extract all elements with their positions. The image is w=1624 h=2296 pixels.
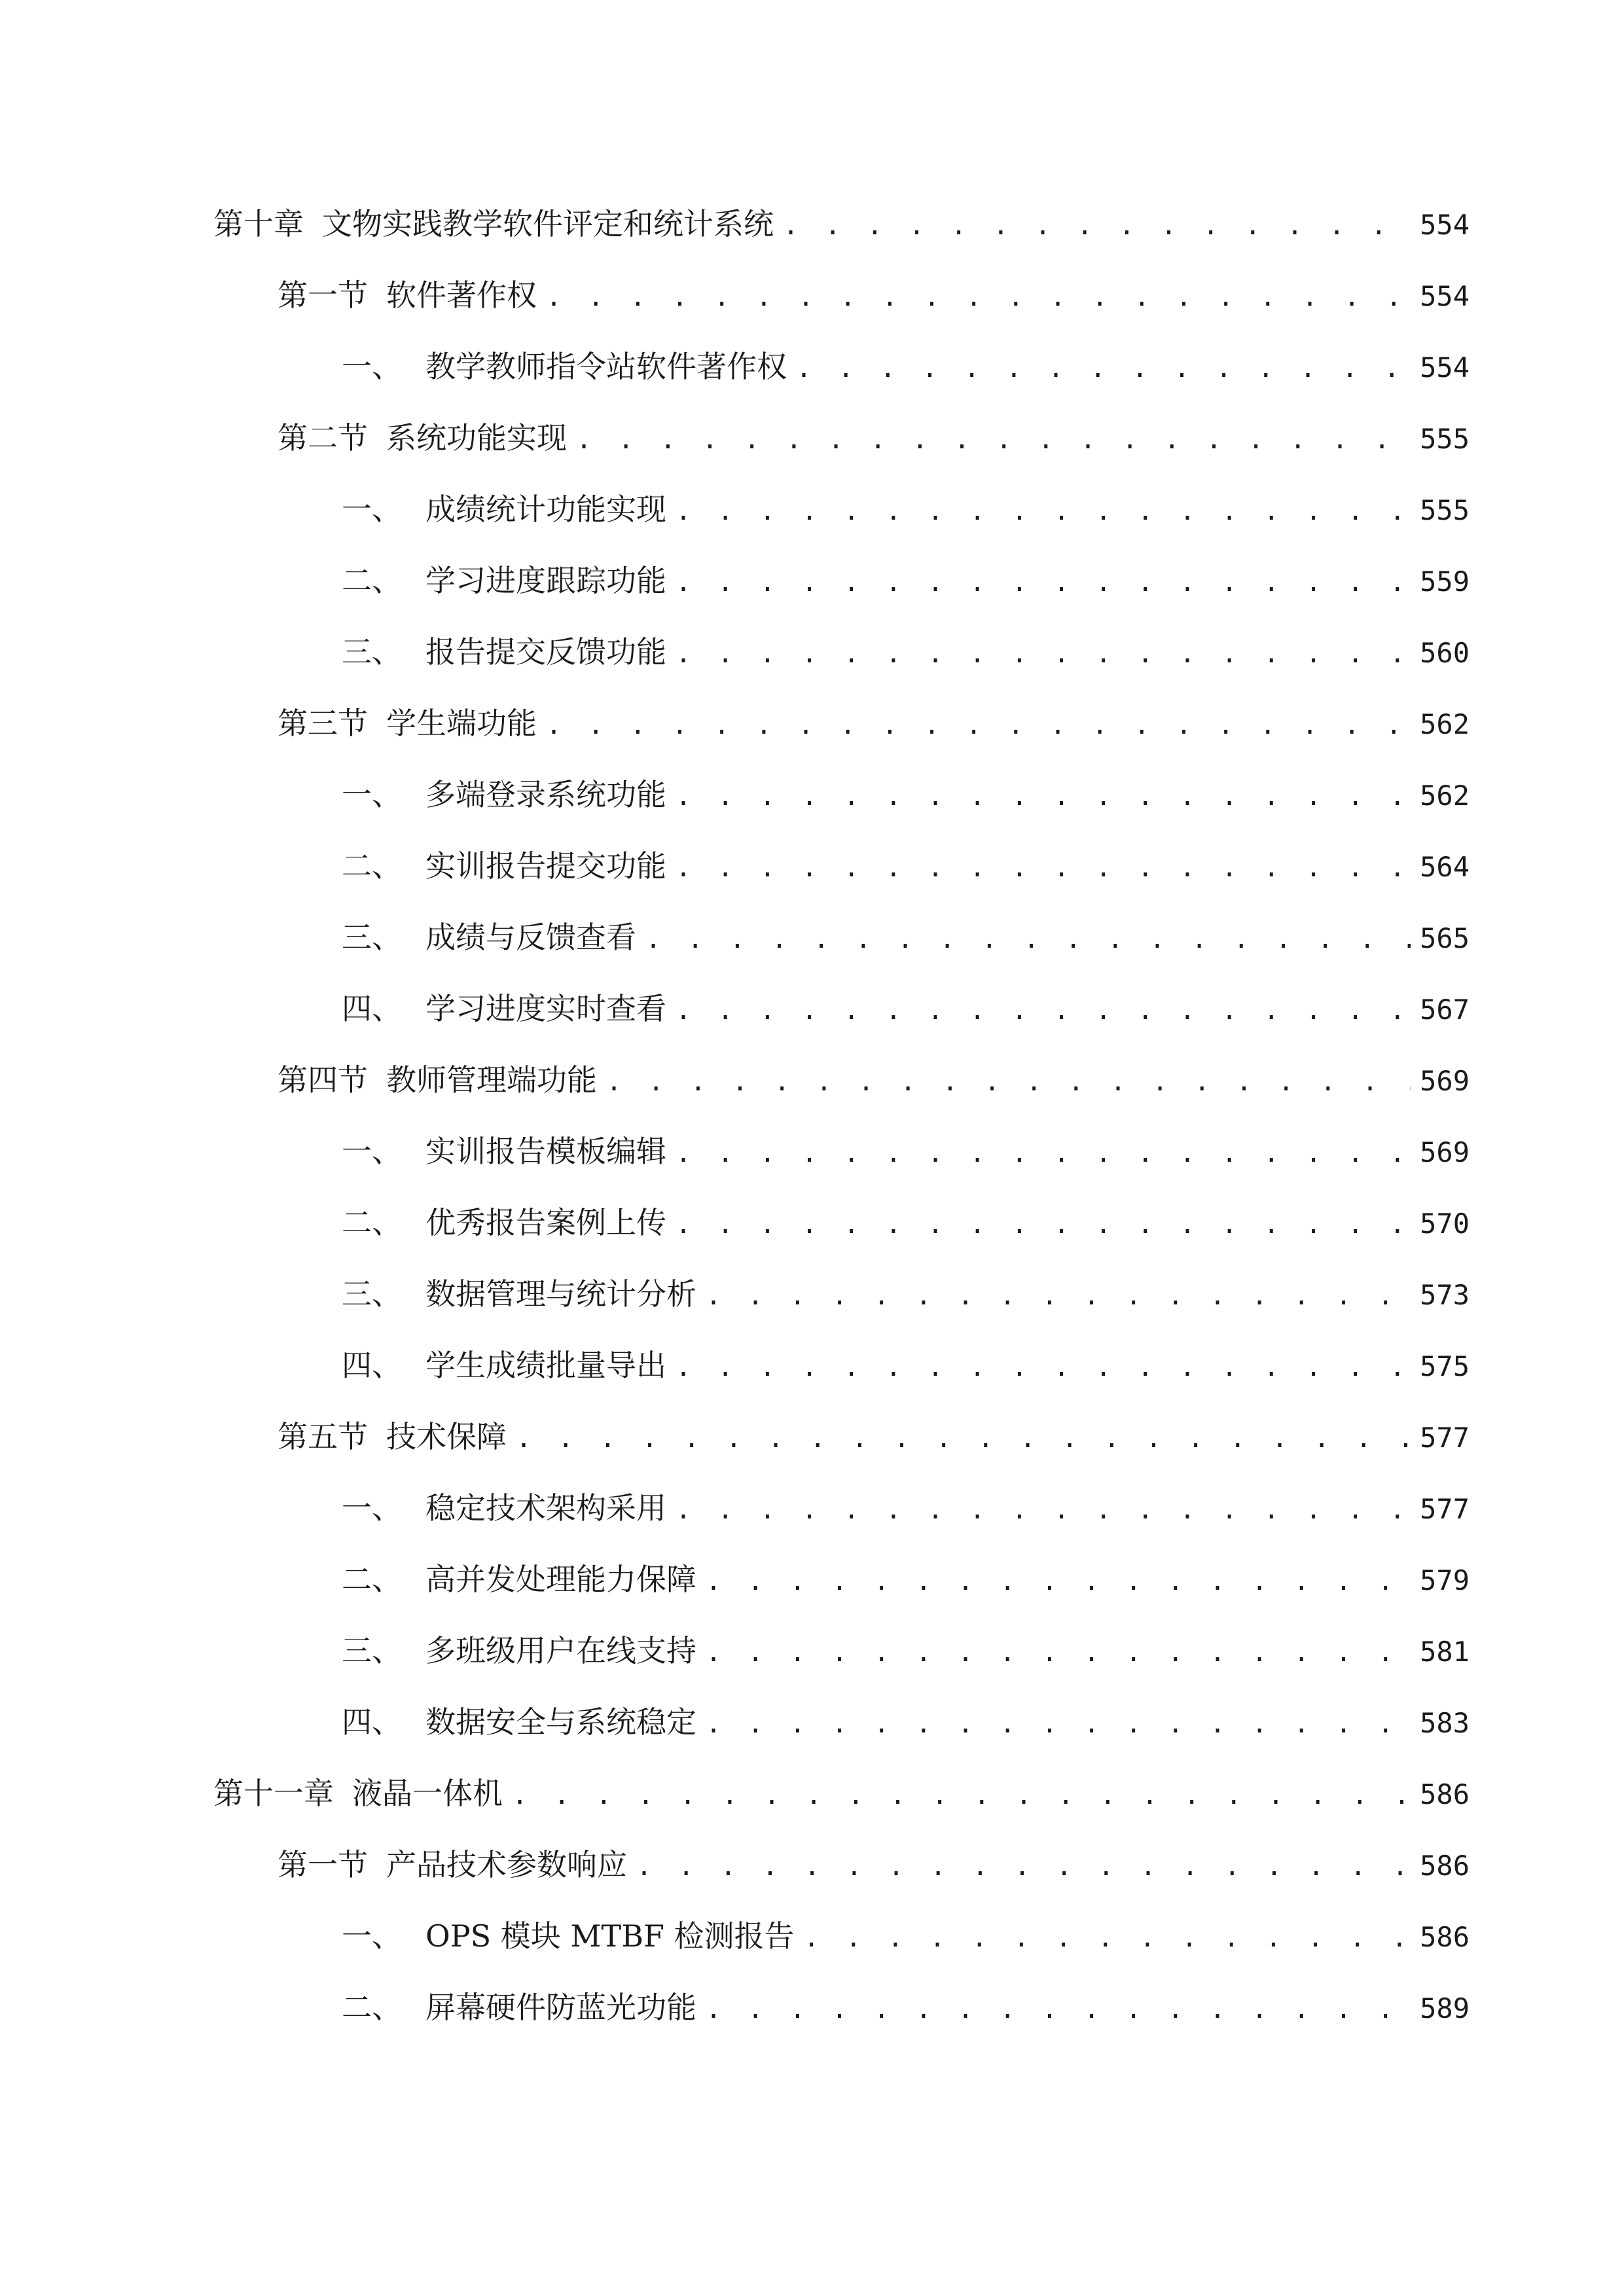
toc-title: 数据安全与系统稳定 [425, 1704, 696, 1737]
toc-number: 一、 [342, 492, 402, 524]
toc-page-number: 560 [1420, 637, 1470, 667]
toc-page-number: 573 [1420, 1279, 1470, 1309]
toc-page-number: 570 [1420, 1208, 1470, 1238]
toc-entry[interactable] [278, 1834, 1470, 1880]
toc-number: 四、 [342, 1704, 402, 1737]
dot-leader [796, 355, 1411, 382]
toc-entry[interactable] [278, 264, 1470, 310]
toc-title: 稳定技术架构采用 [425, 1490, 666, 1523]
toc-entry[interactable] [342, 1121, 1470, 1166]
dot-leader [512, 1782, 1411, 1808]
toc-number: 一、 [342, 1134, 402, 1166]
toc-title: 实训报告提交功能 [425, 848, 666, 881]
toc-title: 屏幕硬件防蓝光功能 [425, 1990, 696, 2022]
dot-leader [706, 1996, 1411, 2022]
toc-entry[interactable] [342, 550, 1470, 596]
toc-title: 学生成绩批量导出 [425, 1348, 666, 1380]
toc-title: 数据管理与统计分析 [425, 1276, 696, 1309]
dot-leader [676, 498, 1411, 524]
toc-title: 产品技术参数响应 [386, 1847, 627, 1880]
toc-page-number: 586 [1420, 1850, 1470, 1880]
toc-entry[interactable] [342, 764, 1470, 810]
dot-leader [706, 1568, 1411, 1594]
toc-entry[interactable] [342, 1905, 1470, 1951]
toc-page-number: 559 [1420, 565, 1470, 596]
dot-leader [636, 1854, 1411, 1880]
toc-page-number: 586 [1420, 1778, 1470, 1808]
toc-title: 技术保障 [386, 1419, 507, 1452]
toc-entry[interactable] [342, 1335, 1470, 1380]
toc-title: 液晶一体机 [352, 1776, 503, 1808]
toc-title: 实训报告模板编辑 [425, 1134, 666, 1166]
toc-number: 第五节 [278, 1419, 368, 1452]
toc-number: 三、 [342, 920, 402, 952]
toc-page-number: 575 [1420, 1350, 1470, 1380]
toc-entry[interactable] [342, 906, 1470, 952]
toc-entry[interactable] [342, 1263, 1470, 1309]
dot-leader [546, 712, 1411, 738]
toc-number: 第一节 [278, 278, 368, 310]
toc-title: 学习进度实时查看 [425, 991, 666, 1024]
toc-entry[interactable] [278, 407, 1470, 453]
toc-number: 第一节 [278, 1847, 368, 1880]
toc-number: 三、 [342, 1276, 402, 1309]
toc-number: 二、 [342, 1562, 402, 1594]
toc-page-number: 579 [1420, 1564, 1470, 1594]
dot-leader [676, 569, 1411, 596]
toc-number: 一、 [342, 777, 402, 810]
toc-page-number: 555 [1420, 423, 1470, 453]
toc-entry[interactable] [213, 1763, 1470, 1808]
dot-leader [676, 1140, 1411, 1166]
toc-title: 学习进度跟踪功能 [425, 563, 666, 596]
dot-leader [706, 1711, 1411, 1737]
toc-page-number: 569 [1420, 1136, 1470, 1166]
toc-page-number: 586 [1420, 1921, 1470, 1951]
dot-leader [676, 855, 1411, 881]
toc-entry[interactable] [213, 193, 1470, 239]
dot-leader [676, 641, 1411, 667]
toc-number: 第四节 [278, 1062, 368, 1095]
toc-title: 多班级用户在线支持 [425, 1633, 696, 1666]
toc-number: 第三节 [278, 706, 368, 738]
toc-number: 二、 [342, 563, 402, 596]
toc-title: 软件著作权 [386, 278, 537, 310]
toc-page-number: 554 [1420, 280, 1470, 310]
dot-leader [676, 1497, 1411, 1523]
toc-number: 一、 [342, 1490, 402, 1523]
toc-entry[interactable] [278, 1049, 1470, 1095]
toc-entry[interactable] [278, 692, 1470, 738]
toc-number: 第十一章 [213, 1776, 334, 1808]
toc-title: 学生端功能 [386, 706, 537, 738]
dot-leader [516, 1426, 1411, 1452]
toc-page-number: 583 [1420, 1707, 1470, 1737]
toc-entry[interactable] [342, 621, 1470, 667]
toc-entry[interactable] [342, 1977, 1470, 2022]
toc-number: 第二节 [278, 420, 368, 453]
toc-title: OPS 模块 MTBF 检测报告 [425, 1918, 795, 1951]
toc-title: 优秀报告案例上传 [425, 1205, 666, 1238]
dot-leader [804, 1925, 1411, 1951]
toc-entry[interactable] [342, 978, 1470, 1024]
toc-title: 成绩统计功能实现 [425, 492, 666, 524]
toc-title: 教师管理端功能 [386, 1062, 597, 1095]
dot-leader [706, 1283, 1411, 1309]
toc-page-number: 562 [1420, 708, 1470, 738]
toc-number: 四、 [342, 991, 402, 1024]
toc-title: 教学教师指令站软件著作权 [425, 349, 787, 382]
dot-leader [606, 1069, 1411, 1095]
dot-leader [676, 783, 1411, 810]
toc-title: 高并发处理能力保障 [425, 1562, 696, 1594]
toc-number: 二、 [342, 1205, 402, 1238]
toc-page-number: 554 [1420, 209, 1470, 239]
toc-page-number: 589 [1420, 1992, 1470, 2022]
toc-page-number: 581 [1420, 1636, 1470, 1666]
toc-page-number: 577 [1420, 1493, 1470, 1523]
toc-title: 系统功能实现 [386, 420, 567, 453]
toc-number: 一、 [342, 1918, 402, 1951]
toc-number: 二、 [342, 848, 402, 881]
toc-entry[interactable] [342, 1549, 1470, 1594]
toc-page-number: 564 [1420, 851, 1470, 881]
toc-page-number: 569 [1420, 1065, 1470, 1095]
toc-number: 第十章 [213, 206, 304, 239]
toc-entry[interactable] [342, 1192, 1470, 1238]
toc-title: 成绩与反馈查看 [425, 920, 636, 952]
toc-entry[interactable] [342, 1691, 1470, 1737]
toc-number: 三、 [342, 634, 402, 667]
dot-leader [546, 284, 1411, 310]
toc-page-number: 567 [1420, 994, 1470, 1024]
toc-number: 一、 [342, 349, 402, 382]
dot-leader [676, 997, 1411, 1024]
toc-entry[interactable] [342, 1620, 1470, 1666]
toc-title: 多端登录系统功能 [425, 777, 666, 810]
toc-page-number: 562 [1420, 780, 1470, 810]
dot-leader [576, 427, 1411, 453]
toc-entry[interactable] [342, 1477, 1470, 1523]
toc-title: 报告提交反馈功能 [425, 634, 666, 667]
toc-number: 三、 [342, 1633, 402, 1666]
toc-page-number: 565 [1420, 922, 1470, 952]
toc-entry[interactable] [342, 835, 1470, 881]
toc-page-number: 577 [1420, 1422, 1470, 1452]
dot-leader [645, 926, 1411, 952]
toc-number: 四、 [342, 1348, 402, 1380]
toc-entry[interactable] [278, 1406, 1470, 1452]
dot-leader [676, 1354, 1411, 1380]
toc-entry[interactable] [342, 336, 1470, 382]
dot-leader [783, 213, 1411, 239]
toc-number: 二、 [342, 1990, 402, 2022]
toc-title: 文物实践教学软件评定和统计系统 [322, 206, 774, 239]
toc-entry[interactable] [342, 478, 1470, 524]
toc-page-number: 555 [1420, 494, 1470, 524]
toc-page-number: 554 [1420, 351, 1470, 382]
dot-leader [676, 1211, 1411, 1238]
dot-leader [706, 1640, 1411, 1666]
